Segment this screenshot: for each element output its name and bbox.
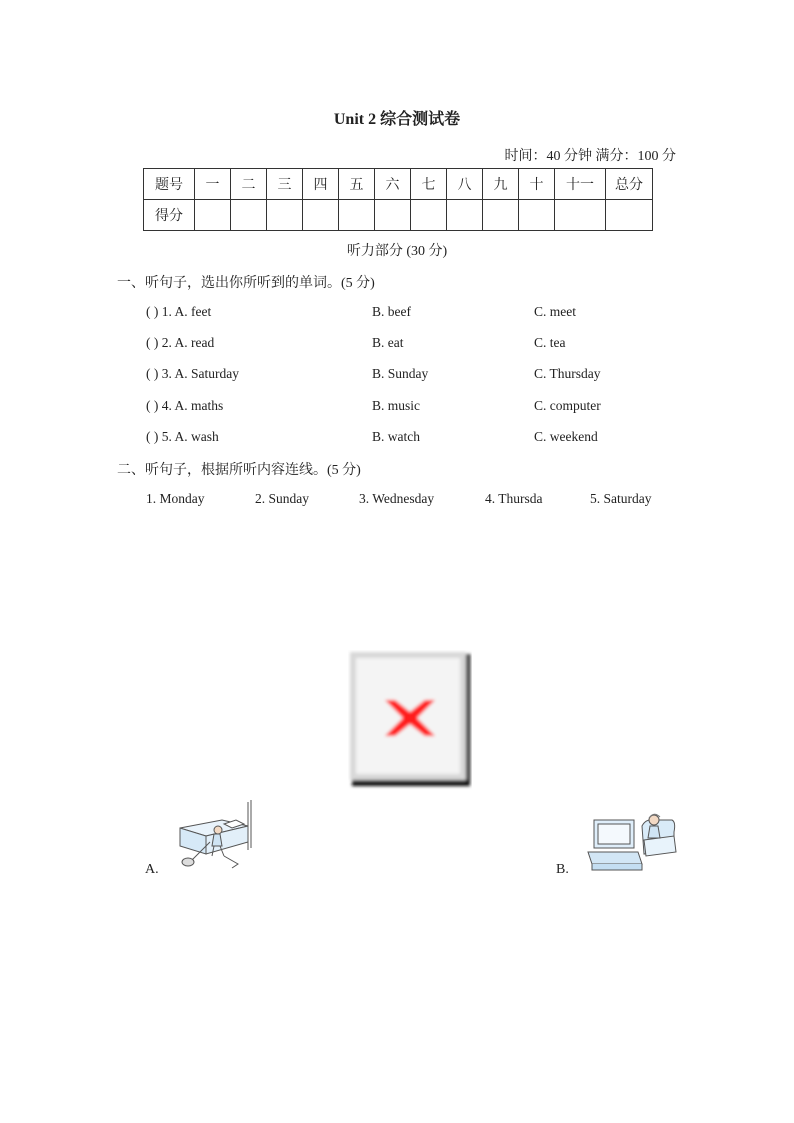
day-item: 2. Sunday: [255, 491, 309, 506]
table-cell: 八: [447, 169, 483, 200]
score-input-cell[interactable]: [555, 200, 606, 231]
score-table-score-row: [144, 200, 653, 231]
table-cell: 总分: [606, 169, 653, 200]
table-cell: 得分: [144, 200, 195, 231]
score-input-cell[interactable]: [483, 200, 519, 231]
day-item: 5. Saturday: [590, 491, 652, 506]
page-title: Unit 2 综合测试卷: [333, 111, 461, 128]
score-table: [143, 168, 653, 231]
score-input-cell[interactable]: [267, 200, 303, 231]
score-input-cell[interactable]: [303, 200, 339, 231]
question-option-a: ( ) 2. A. read: [146, 335, 215, 350]
score-input-cell[interactable]: [606, 200, 653, 231]
question-option-b: B. watch: [372, 429, 420, 444]
section1-heading: 一、听句子，选出你所听到的单词。(5 分): [117, 276, 375, 291]
day-item: 4. Thursda: [485, 491, 543, 506]
day-item: 1. Monday: [146, 491, 205, 506]
question-option-b: B. music: [372, 398, 421, 413]
question-option-c: C. meet: [534, 304, 576, 319]
table-cell: 十: [519, 169, 555, 200]
question-option-c: C. weekend: [534, 429, 598, 444]
score-input-cell[interactable]: [411, 200, 447, 231]
table-cell: 九: [483, 169, 519, 200]
table-cell: 一: [195, 169, 231, 200]
table-cell: 六: [375, 169, 411, 200]
question-option-b: B. Sunday: [372, 366, 429, 381]
question-option-a: ( ) 1. A. feet: [146, 304, 212, 319]
question-option-a: ( ) 3. A. Saturday: [146, 366, 239, 381]
picture-b-label: B.: [556, 862, 569, 877]
listening-heading: 听力部分 (30 分): [346, 244, 448, 259]
question-option-c: C. tea: [534, 335, 566, 350]
table-cell: 二: [231, 169, 267, 200]
score-table-header-row: [144, 169, 653, 200]
question-option-c: C. Thursday: [534, 366, 601, 381]
day-item: 3. Wednesday: [359, 491, 435, 506]
bed-vacuum-picture: [162, 798, 254, 880]
table-cell: 十一: [555, 169, 606, 200]
tv-sofa-picture: [584, 808, 680, 876]
table-cell: 题号: [144, 169, 195, 200]
score-input-cell[interactable]: [375, 200, 411, 231]
table-cell: 四: [303, 169, 339, 200]
table-cell: 七: [411, 169, 447, 200]
time-info: 时间：40 分钟 满分：100 分: [504, 149, 676, 164]
score-input-cell[interactable]: [231, 200, 267, 231]
table-cell: 三: [267, 169, 303, 200]
score-input-cell[interactable]: [447, 200, 483, 231]
score-input-cell[interactable]: [195, 200, 231, 231]
picture-a-label: A.: [145, 862, 159, 877]
broken-image-icon: [348, 650, 472, 790]
question-option-a: ( ) 5. A. wash: [146, 429, 219, 444]
question-option-a: ( ) 4. A. maths: [146, 398, 224, 413]
question-option-c: C. computer: [534, 398, 601, 413]
table-cell: 五: [339, 169, 375, 200]
question-option-b: B. eat: [372, 335, 404, 350]
score-input-cell[interactable]: [519, 200, 555, 231]
score-input-cell[interactable]: [339, 200, 375, 231]
section2-heading: 二、听句子，根据所听内容连线。(5 分): [117, 463, 361, 478]
question-option-b: B. beef: [372, 304, 411, 319]
